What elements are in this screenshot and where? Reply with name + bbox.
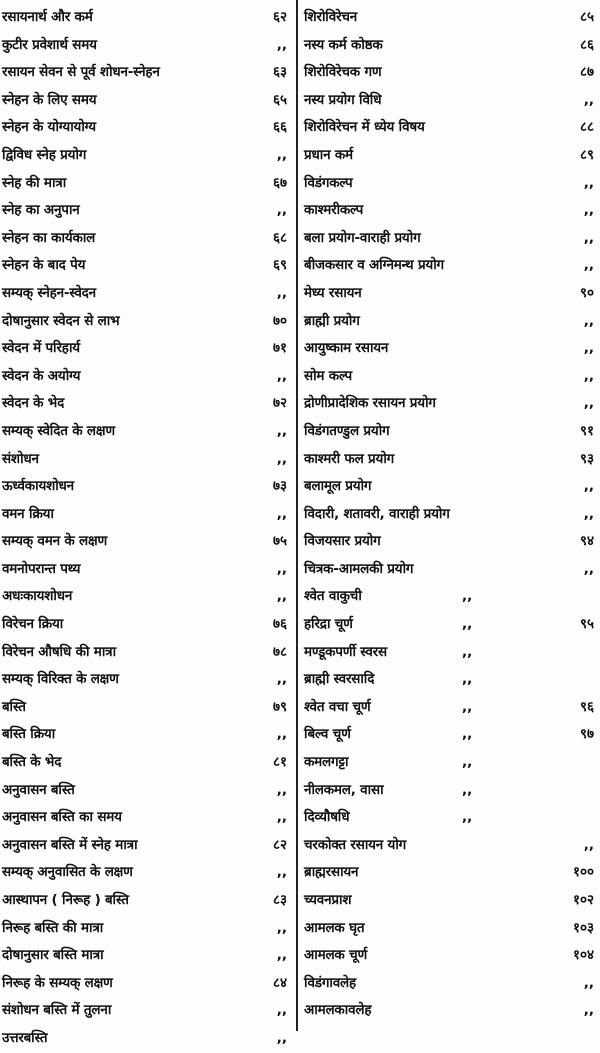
toc-entry-title: सम्यक् स्नेहन-स्वेदन xyxy=(2,284,96,301)
toc-entry xyxy=(0,335,293,363)
toc-entry-page: ,, xyxy=(276,505,287,522)
toc-entry-page: ९४ xyxy=(579,533,594,550)
toc-entry-page: ,, xyxy=(583,312,594,329)
toc-entry-title: बस्ति xyxy=(2,698,26,715)
toc-entry-page: १०३ xyxy=(572,919,594,936)
toc-entry-page: ,, xyxy=(276,864,287,881)
toc-entry-title: अनुवासन बस्ति में स्नेह मात्रा xyxy=(2,836,138,853)
toc-entry xyxy=(302,114,600,142)
toc-entry-page: ,, xyxy=(276,560,287,577)
toc-entry-title: रसायन सेवन से पूर्व शोधन-स्नेहन xyxy=(2,64,160,81)
toc-entry-page: ,, xyxy=(276,726,287,743)
toc-entry-title: नस्य प्रयोग विधि xyxy=(304,91,382,108)
toc-entry xyxy=(0,528,293,556)
toc-entry-page: ७२ xyxy=(272,395,287,412)
toc-entry-page: ,, xyxy=(462,726,473,743)
toc-entry xyxy=(302,142,600,170)
toc-entry-title: श्वेत वाकुची xyxy=(304,588,362,605)
toc-entry-title: श्वेत वचा चूर्ण xyxy=(304,698,371,715)
toc-entry-title: बला प्रयोग-वाराही प्रयोग xyxy=(304,229,421,246)
toc-entry-page: ८३ xyxy=(272,892,287,908)
column-divider xyxy=(296,0,298,1031)
toc-entry-page: ९३ xyxy=(579,450,594,467)
toc-entry-title: वमन क्रिया xyxy=(2,505,54,522)
toc-entry-title: ऊर्ध्वकायशोधन xyxy=(2,478,74,495)
toc-entry-title: उत्तरबस्ति xyxy=(2,1029,48,1046)
toc-entry xyxy=(302,308,600,336)
toc-entry xyxy=(302,225,600,253)
toc-entry-page: ,, xyxy=(276,284,287,301)
toc-entry-page: ,, xyxy=(276,450,287,467)
toc-entry-page: ,, xyxy=(276,671,287,688)
toc-entry-page: ,, xyxy=(583,202,594,219)
toc-entry-page: ,, xyxy=(462,616,473,633)
toc-entry xyxy=(0,501,293,529)
toc-entry-title: शिरोविरेचक गण xyxy=(304,64,382,81)
toc-entry-title: स्नेहन का कार्यकाल xyxy=(2,229,96,246)
toc-entry-page: ६६ xyxy=(272,119,287,136)
toc-entry-page: ,, xyxy=(276,202,287,219)
toc-entry xyxy=(302,887,600,915)
toc-entry-page: ८१ xyxy=(272,754,287,771)
toc-entry xyxy=(0,363,293,391)
toc-entry xyxy=(302,501,600,529)
toc-entry xyxy=(302,4,600,32)
toc-entry xyxy=(0,87,293,115)
toc-entry-page: ,, xyxy=(583,836,594,853)
toc-entry xyxy=(0,473,293,501)
toc-entry xyxy=(302,997,600,1025)
toc-entry-page: ,, xyxy=(276,146,287,163)
toc-entry xyxy=(0,832,293,860)
toc-entry-title: विडंगावलेह xyxy=(304,974,356,991)
toc-entry-title: चरकोक्त रसायन योग xyxy=(304,836,407,853)
toc-entry-page: ८७ xyxy=(579,64,594,81)
toc-entry xyxy=(302,942,600,970)
toc-entry-page: ६५ xyxy=(272,91,287,108)
toc-entry-title: मण्डूकपर्णी स्वरस xyxy=(304,643,387,660)
toc-entry-page: ,, xyxy=(462,809,473,826)
toc-entry xyxy=(0,666,293,694)
toc-entry-page: ,, xyxy=(276,588,287,605)
toc-entry-title: ब्राह्मी प्रयोग xyxy=(304,312,360,329)
toc-entry-title: सम्यक् अनुवासित के लक्षण xyxy=(2,864,133,881)
toc-entry-title: स्नेह का अनुपान xyxy=(2,202,80,219)
toc-entry xyxy=(0,1025,293,1053)
toc-entry-title: विडंगकल्प xyxy=(304,174,353,191)
toc-entry-page: ,, xyxy=(276,367,287,384)
toc-entry-page: ,, xyxy=(276,919,287,936)
toc-entry-page: ,, xyxy=(276,781,287,798)
toc-entry xyxy=(0,308,293,336)
toc-entry xyxy=(302,170,600,198)
toc-entry xyxy=(0,59,293,87)
toc-entry-title: अनुवासन बस्ति xyxy=(2,781,75,798)
toc-entry-title: निरूह के सम्यक् लक्षण xyxy=(2,974,113,991)
toc-entry-page: ८२ xyxy=(272,836,287,853)
toc-entry-page: ,, xyxy=(583,560,594,577)
toc-right-column xyxy=(302,4,600,1025)
toc-entry-title: स्वेदन के अयोग्य xyxy=(2,367,81,384)
toc-entry-page: ८८ xyxy=(579,119,594,136)
toc-entry xyxy=(302,639,600,667)
toc-entry-page: ,, xyxy=(583,174,594,191)
toc-entry-title: बस्ति के भेद xyxy=(2,754,62,771)
toc-entry-title: विडंगतण्डुल प्रयोग xyxy=(304,422,390,439)
toc-entry xyxy=(302,859,600,887)
toc-entry-title: द्विविध स्नेह प्रयोग xyxy=(2,146,87,163)
toc-entry-page: ,, xyxy=(462,671,473,688)
toc-entry-page: ७९ xyxy=(272,698,287,715)
toc-entry-page: ,, xyxy=(583,229,594,246)
toc-entry-page: ,, xyxy=(276,809,287,826)
toc-entry xyxy=(302,694,600,722)
toc-entry-page: ७८ xyxy=(272,643,287,660)
toc-entry xyxy=(302,32,600,60)
toc-entry-title: रसायनार्थ और कर्म xyxy=(2,9,93,25)
toc-entry xyxy=(0,390,293,418)
toc-entry-page: ९७ xyxy=(579,726,594,743)
toc-entry xyxy=(0,970,293,998)
toc-entry-title: ब्राह्मरसायन xyxy=(304,864,359,881)
toc-entry xyxy=(0,942,293,970)
toc-entry-page: ६२ xyxy=(272,9,287,25)
toc-entry-title: स्नेहन के बाद पेय xyxy=(2,257,86,274)
toc-entry-title: द्रोणीप्रादेशिक रसायन प्रयोग xyxy=(304,395,436,412)
toc-entry-title: सम्यक् वमन के लक्षण xyxy=(2,533,108,550)
toc-entry xyxy=(302,59,600,87)
toc-entry-title: शिरोविरेचन xyxy=(304,9,358,25)
toc-entry xyxy=(0,639,293,667)
toc-entry-title: निरूह बस्ति की मात्रा xyxy=(2,919,104,936)
toc-entry xyxy=(302,611,600,639)
toc-entry xyxy=(0,915,293,943)
toc-entry-page: ,, xyxy=(462,698,473,715)
toc-entry-title: विरेचन क्रिया xyxy=(2,616,64,633)
toc-entry-title: काश्मरी फल प्रयोग xyxy=(304,450,395,467)
toc-entry-title: स्वेदन में परिहार्य xyxy=(2,340,80,357)
toc-entry-page: ८६ xyxy=(579,36,594,53)
toc-entry-page: ७१ xyxy=(272,340,287,357)
toc-entry-page: ,, xyxy=(462,781,473,798)
toc-entry-title: संशोधन बस्ति में तुलना xyxy=(2,1002,112,1019)
toc-entry-title: हरिद्रा चूर्ण xyxy=(304,616,353,633)
toc-entry xyxy=(302,583,600,611)
toc-entry-title: विजयसार प्रयोग xyxy=(304,533,381,550)
toc-entry-title: नीलकमल, वासा xyxy=(304,781,384,798)
toc-entry xyxy=(0,777,293,805)
toc-entry xyxy=(302,390,600,418)
toc-entry xyxy=(302,418,600,446)
toc-entry xyxy=(302,87,600,115)
toc-entry-page: ७३ xyxy=(272,478,287,495)
toc-entry-page: ७५ xyxy=(272,533,287,550)
toc-entry-title: अधःकायशोधन xyxy=(2,588,73,605)
toc-entry-title: मेध्य रसायन xyxy=(304,284,362,301)
toc-entry xyxy=(0,859,293,887)
toc-entry-page: ७६ xyxy=(272,616,287,633)
toc-entry xyxy=(302,363,600,391)
toc-entry xyxy=(302,197,600,225)
toc-entry-title: आमलकावलेह xyxy=(304,1002,372,1019)
toc-entry-title: बीजकसार व अग्निमन्थ प्रयोग xyxy=(304,257,444,274)
toc-entry xyxy=(0,556,293,584)
toc-entry xyxy=(302,446,600,474)
toc-entry-page: ,, xyxy=(583,340,594,357)
toc-entry xyxy=(0,114,293,142)
toc-entry-page: ७० xyxy=(272,312,287,329)
toc-entry-page: ८४ xyxy=(272,974,287,991)
toc-entry-page: ,, xyxy=(276,1029,287,1046)
toc-entry xyxy=(302,970,600,998)
toc-entry-title: दोषानुसार स्वेदन से लाभ xyxy=(2,312,120,329)
toc-entry-title: शिरोविरेचन में ध्येय विषय xyxy=(304,119,425,136)
toc-entry-page: ८५ xyxy=(579,9,594,25)
toc-entry-title: अनुवासन बस्ति का समय xyxy=(2,809,122,826)
toc-entry-page: १०० xyxy=(572,864,594,881)
toc-entry-title: चित्रक-आमलकी प्रयोग xyxy=(304,560,414,577)
toc-entry-page: ६९ xyxy=(272,257,287,274)
toc-entry xyxy=(302,832,600,860)
toc-entry-title: सोम कल्प xyxy=(304,367,353,384)
toc-entry xyxy=(302,280,600,308)
toc-entry-page: ,, xyxy=(276,422,287,439)
toc-entry-page: ९१ xyxy=(579,422,594,439)
toc-entry-page: ,, xyxy=(583,1002,594,1019)
toc-entry xyxy=(0,694,293,722)
toc-left-column xyxy=(0,4,293,1053)
toc-entry-page: ,, xyxy=(583,395,594,412)
toc-entry-title: आस्थापन ( निरूह ) बस्ति xyxy=(2,892,129,908)
toc-entry xyxy=(302,556,600,584)
toc-entry-title: च्यवनप्राश xyxy=(304,892,352,908)
toc-entry-page: ,, xyxy=(462,643,473,660)
toc-entry xyxy=(0,32,293,60)
toc-entry xyxy=(302,721,600,749)
toc-entry xyxy=(0,170,293,198)
toc-entry xyxy=(0,225,293,253)
toc-entry xyxy=(0,804,293,832)
toc-entry-page: ९५ xyxy=(579,616,594,633)
toc-entry xyxy=(0,997,293,1025)
toc-entry xyxy=(302,749,600,777)
toc-entry-page: ,, xyxy=(583,505,594,522)
toc-entry-title: स्नेहन के योग्यायोग्य xyxy=(2,119,96,136)
toc-entry-page: ९६ xyxy=(579,698,594,715)
toc-entry-title: बस्ति क्रिया xyxy=(2,726,56,743)
toc-entry xyxy=(302,804,600,832)
toc-entry-page: ,, xyxy=(583,974,594,991)
toc-entry-title: आमलक चूर्ण xyxy=(304,947,368,964)
toc-entry-page: १०२ xyxy=(572,892,594,908)
toc-entry-title: कमलगट्टा xyxy=(304,754,349,771)
toc-entry-page: ८९ xyxy=(579,146,594,163)
toc-entry-title: स्नेह की मात्रा xyxy=(2,174,67,191)
toc-entry xyxy=(0,887,293,915)
toc-entry-title: स्नेहन के लिए समय xyxy=(2,91,97,108)
toc-entry-title: सम्यक् स्वेदित के लक्षण xyxy=(2,422,115,439)
toc-entry-title: सम्यक् विरिक्त के लक्षण xyxy=(2,671,119,688)
toc-entry-page: ,, xyxy=(462,588,473,605)
toc-entry-title: विरेचन औषधि की मात्रा xyxy=(2,643,116,660)
toc-entry xyxy=(0,611,293,639)
toc-entry xyxy=(0,252,293,280)
toc-entry-title: स्वेदन के भेद xyxy=(2,395,65,412)
toc-entry-title: नस्य कर्म कोष्ठक xyxy=(304,36,383,53)
toc-entry xyxy=(0,418,293,446)
toc-entry xyxy=(302,473,600,501)
toc-entry-page: ,, xyxy=(462,754,473,771)
toc-entry-title: आयुष्काम रसायन xyxy=(304,340,389,357)
toc-entry xyxy=(0,446,293,474)
toc-entry-page: ६८ xyxy=(272,229,287,246)
toc-entry-title: विदारी, शतावरी, वाराही प्रयोग xyxy=(304,505,450,522)
toc-entry xyxy=(302,528,600,556)
toc-entry-title: ब्राह्मी स्वरसादि xyxy=(304,671,375,688)
toc-entry-title: दिव्यौषधि xyxy=(304,809,350,826)
toc-entry xyxy=(302,915,600,943)
toc-entry xyxy=(0,749,293,777)
toc-entry-title: बलामूल प्रयोग xyxy=(304,478,372,495)
toc-entry xyxy=(302,252,600,280)
toc-entry-title: आमलक घृत xyxy=(304,919,365,936)
toc-entry-page: ,, xyxy=(276,947,287,964)
toc-entry-page: ६७ xyxy=(272,174,287,191)
toc-entry-page: ,, xyxy=(583,257,594,274)
toc-entry-title: वमनोपरान्त पथ्य xyxy=(2,560,81,577)
toc-entry-title: बिल्व चूर्ण xyxy=(304,726,351,743)
toc-entry-title: प्रधान कर्म xyxy=(304,146,353,163)
toc-entry-page: ,, xyxy=(276,36,287,53)
toc-entry-title: काश्मरीकल्प xyxy=(304,202,364,219)
toc-entry-title: संशोधन xyxy=(2,450,39,467)
toc-entry xyxy=(302,777,600,805)
toc-entry-page: ,, xyxy=(583,367,594,384)
toc-entry-page: ९० xyxy=(579,284,594,301)
toc-entry xyxy=(302,666,600,694)
toc-entry-title: दोषानुसार बस्ति मात्रा xyxy=(2,947,104,964)
toc-entry-page: ,, xyxy=(583,91,594,108)
toc-entry-page: १०४ xyxy=(572,947,594,964)
toc-entry xyxy=(302,335,600,363)
toc-entry xyxy=(0,721,293,749)
toc-entry xyxy=(0,4,293,32)
toc-entry-page: ६३ xyxy=(272,64,287,81)
toc-entry xyxy=(0,197,293,225)
toc-entry xyxy=(0,142,293,170)
toc-entry xyxy=(0,280,293,308)
toc-entry xyxy=(0,583,293,611)
toc-entry-page: ,, xyxy=(583,478,594,495)
toc-entry-title: कुटीर प्रवेशार्थ समय xyxy=(2,36,97,53)
toc-entry-page: ,, xyxy=(276,1002,287,1019)
